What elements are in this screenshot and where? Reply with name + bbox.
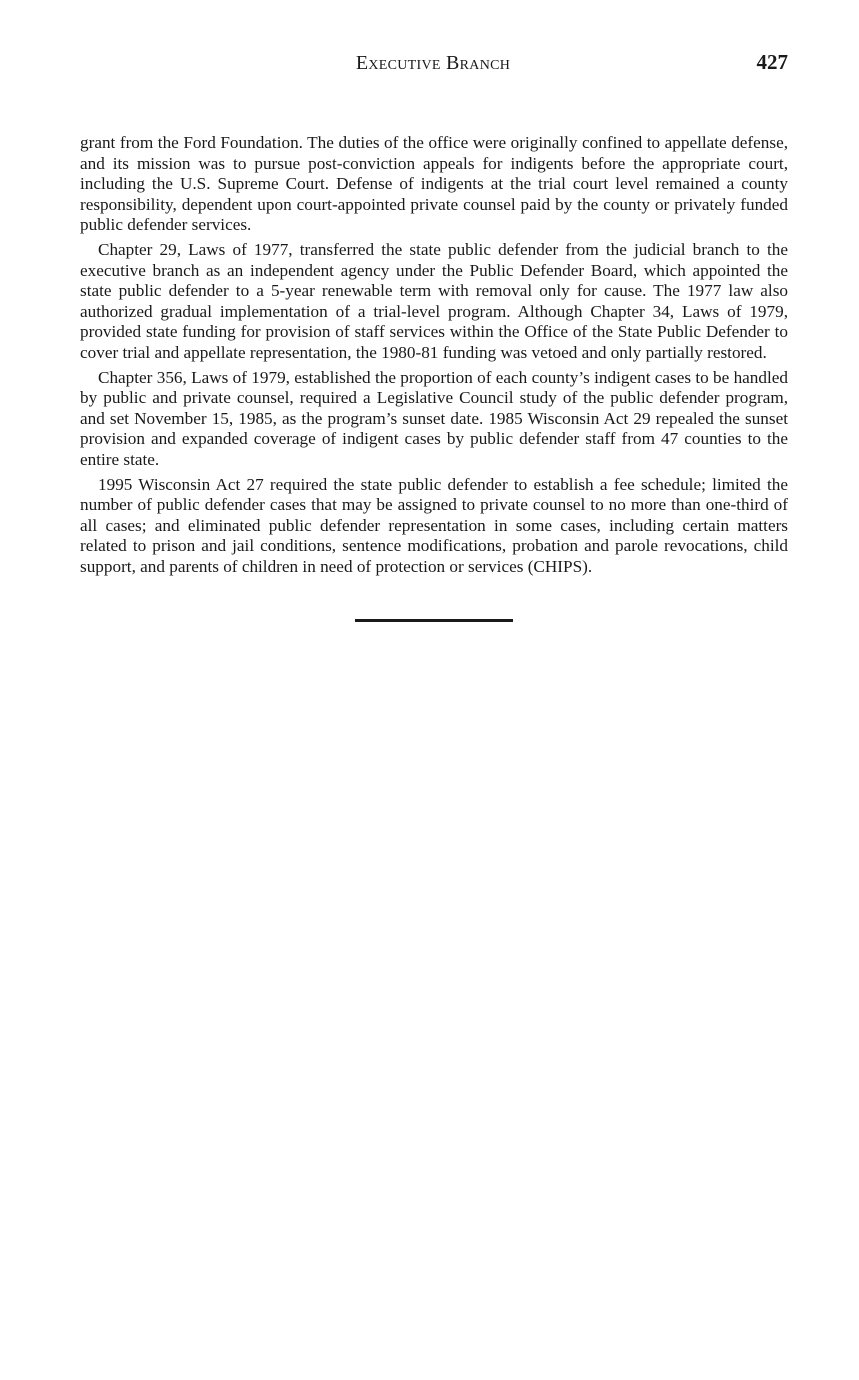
section-title: Executive Branch: [355, 52, 511, 74]
body-text: [80, 133, 788, 581]
end-of-section-rule: [355, 619, 513, 622]
paragraph-act-27: 1995 Wisconsin Act 27 required the state public defender to establish a fee schedule; limited the number of public defender cases that may be assigned to private counsel to no more than one-third of all cases; and eliminated public defender representation in some cases, including certain matters related to prison and jail conditions, sentence modifications, probation and parole revocations, child support, and parents of children in need of protection or services (CHIPS).: [80, 474, 788, 576]
paragraph-ford-foundation: grant from the Ford Foundation. The duties of the office were originally confined to appellate defense, and its mission was to pursue post-conviction appeals for indigents before the appropriate court, including the U.S. Supreme Court. Defense of indigents at the trial court level remained a county responsibility, dependent upon court-appointed private counsel paid by the county or privately funded public defender services.: [80, 133, 788, 235]
paragraph-chapter-29: Chapter 29, Laws of 1977, transferred the state public defender from the judicial branch to the executive branch as an independent agency under the Public Defender Board, which appointed the state public defender to a 5-year renewable term with removal only for cause. The 1977 law also authorized gradual implementation of a trial-level program. Although Chapter 34, Laws of 1979, provided state funding for provision of staff services within the Office of the State Public Defender to cover trial and appellate representation, the 1980-81 funding was vetoed and only partially restored.: [80, 239, 788, 362]
page-number: 427: [756, 50, 788, 74]
running-header: [0, 52, 859, 82]
paragraph-chapter-356: Chapter 356, Laws of 1979, established the proportion of each county’s indigent cases to be handled by public and private counsel, required a Legislative Council study of the public defender program, and set November 15, 1985, as the program’s sunset date. 1985 Wisconsin Act 29 repealed the sunset provision and expanded coverage of indigent cases by public defender staff from 47 counties to the entire state.: [80, 367, 788, 469]
